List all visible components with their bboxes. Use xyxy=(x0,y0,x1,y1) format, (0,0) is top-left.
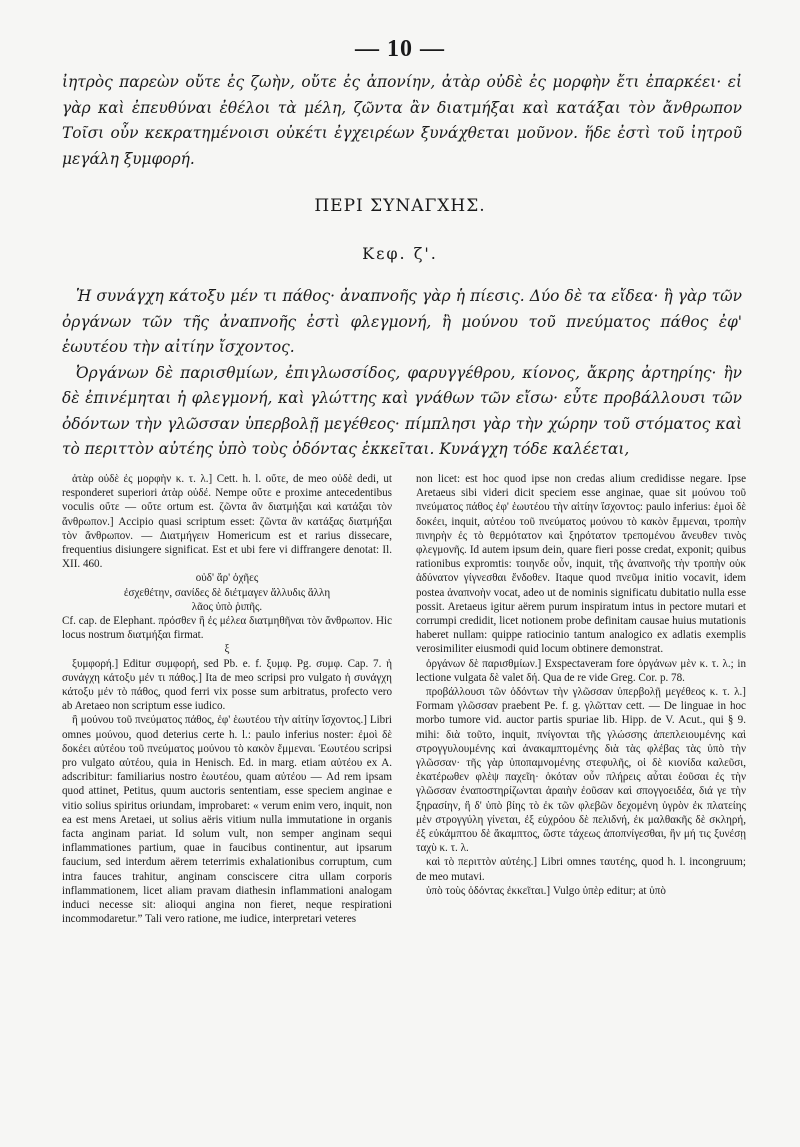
main-body xyxy=(62,284,742,463)
footnote-paragraph: ὑπὸ τοὺς ὀδόντας ἐκκεῖται.] Vulgo ὑπὲρ editur; at ὑπὸ xyxy=(426,884,666,897)
chapter-title: Κεφ. ζ'. xyxy=(362,244,438,263)
footnote-paragraph: προβάλλουσι τῶν ὀδόντων τὴν γλῶσσαν ὑπερβολῇ μεγέθεος κ. τ. λ.] Formam γλῶσσαν praebent Pe. f. g. γλῶτταν cett. — De linguae in hoc morbo tumore vid. auctor partis spuriae lib. Hipp. de V. Acut., qui § 9. mihi: διὰ τοῦτο, inquit, πνίγονται τῆς γλώσσης ἀπεπλειουμένης καὶ στρογγυλουμένης καὶ ἀνακαμπτομένης διὰ τὰς φλέβας τὰς ὑπὸ τὴν γλῶσσαν· τῆς γὰρ ὑποπαμνομένης στεφυλῆς, οἱ δὲ κιονίδα καλεῦσι, ἑκατέρωθεν φλὲψ παχεῖη· ὁκόταν οὖν πλήρεις αὗται ἐοῦσαι ἐς τὴν γλῶσσαν ἐναποστηρίζωνται ἀραιὴν ἐοῦσαν καὶ σπογγοειδέα, διά γε τὴν ξηρασίην, ἢ δ' ὑπὸ βίης τὸ ἐκ τῶν φλεβῶν δεχομένη ὑγρὸν ἐκ πλατείης μὲν στρογγύλη γίνεται, ἐξ εὐχρόου δὲ πελιδνή, ἐκ μαλθακῆς δὲ σκληρή, ἐξ εὐκάμπτου δὲ ἄκαμπτος, ὥστε τάχεως ἀποπνίγεσθαι, ἢν μή τις ξυνέσῃ ταχὺ κ. τ. λ. xyxy=(416,686,746,855)
footnote-verse-line: ἐσχεθέτην, σανίδες δὲ διέτμαγεν ἄλλυδις ἄλλη xyxy=(123,586,331,599)
footnotes-left-column xyxy=(62,472,392,1122)
intro-paragraph: ἰητρὸς παρεὼν οὔτε ἐς ζωὴν, οὔτε ἐς ἀπονίην, ἀτὰρ οὐδὲ ἐς μορφὴν ἔτι ἐπαρκέει· εἰ γὰρ καὶ ἐπευθύναι ἐθέλοι τὰ μέλη, ζῶντα ἂν διατμήξαι καὶ κατάξαι τὸν ἄνθρωπον Τοῖσι οὖν κεκρατημένοισι οὐκέτι ἐγχειρέων ξυνάχθεται μοῦνον. ἥδε ἐστὶ τοῦ ἰητροῦ μεγάλη ξυμφορή. xyxy=(62,73,742,168)
footnote-paragraph: ξυμφορή.] Editur συμφορή, sed Pb. e. f. ξυμφ. Pg. συμφ. Cap. 7. ἡ συνάγχη κάτοξυ μέν τι πάθος.] Ita de meo scripsi pro vulgato ἡ συνάγχη κάτοξυ μέν τὸ πάθος, quod ferri vix posse sum arbitratus, profecto vero ab Aretaeo non scriptum esse iudico. xyxy=(62,657,392,713)
footnote-paragraph: ἢ μούνου τοῦ πνεύματος πάθος, ἐφ' ἑωυτέου τὴν αἰτίην ἴσχοντος.] Libri omnes μούνου, quod deterius certe h. l.: paulo inferius noster: ἐμοὶ δὲ δοκέει αὐτέου τοῦ πνεύματος μούνου τὸ κακὸν ἔμμεναι. Ἑωυτέου scripsi pro vulgato αὐτέου, quia in Henisch. Ed. in marg. etiam αὐτέου ex A. adscribitur: familiarius nostro ἑωυτέου, quam αὐτέου — Ad rem ipsam quod attinet, Petitus, quum auctoris sententiam, esse speciem anginae e vitio solius spiritus oriundam, improbaret: « verum enim vero, inquit, non ea est mens Aretaei, ut solius aëris vitium nulla immutatione in organis facta anginam pariat. Id solum vult, non semper anginam sequi inflammationes partium, quae in faucibus continentur, aut ipsarum faucium, sed interdum aërem teterrimis exhalationibus corruptum, cum intra fauces trahitur, anginam consciscere citra ullam corporis inflammationem, licet aliam pravam diathesin inflammationi analogam induci necesse sit: alioqui angina non fieret, neque respirationi incommodaretur.” Tali vero ratione, me iudice, interpretari veteres xyxy=(62,714,392,926)
footnote-paragraph: Cf. cap. de Elephant. πρόσθεν ἢ ἐς μέλεα διατμηθῆναι τὸν ἄνθρωπον. Hic locus nostrum διατμήξαι firmat. xyxy=(62,615,392,642)
body-paragraph: Ὀργάνων δὲ παρισθμίων, ἐπιγλωσσίδος, φαρυγγέθρου, κίονος, ἄκρης ἀρτηρίης· ἢν δὲ ἐπινέμηται ἡ φλεγμονή, καὶ γλώττης καὶ γνάθων τῶν εἴσω· εὖτε προβάλλουσι τῶν ὀδόντων τὴν γλῶσσαν ὑπερβολῇ μεγέθεος· πίμπλησι γὰρ τὴν χώρην τοῦ στόματος καὶ τὸ περιττὸν αὐτέης ὑπὸ τοὺς ὀδόντας ἐκκεῖται. Κυνάγχη τόδε καλέεται, xyxy=(62,363,742,458)
footnote-paragraph: ἀτὰρ οὐδὲ ἐς μορφὴν κ. τ. λ.] Cett. h. l. οὔτε, de meo οὐδὲ dedi, ut responderet superiori ἀτὰρ οὐδέ. Nempe οὔτε e proxime antecedentibus voculis οὔτε — οὔτε ortum est. ζῶντα ἂν διατμήξαι καὶ κατάξαι τὸν ἄνθρωπον.] Accipio quasi scriptum esset: ζῶντα ἂν κατάξας διατμήξαι τὸν ἄνθρωπον. — Διατμήγειν Homericum est et rarius dissecare, frequentius disiungere significat. Est et ubi fere vi diffrangere denotat: Il. XII. 460. xyxy=(62,473,392,571)
footnote-verse-line: οὐδ' ἄρ' ὀχῆες xyxy=(195,572,259,585)
footnotes xyxy=(62,472,746,1122)
footnote-verse-line: λᾶος ὑπὸ ῥιπῆς. xyxy=(191,600,263,613)
footnote-paragraph: καὶ τὸ περιττὸν αὐτέης.] Libri omnes ταυτέης, quod h. l. incongruum; de meo mutavi. xyxy=(416,856,746,883)
section-title: ΠΕΡΙ ΣΥΝΑΓΧΗΣ. xyxy=(314,196,486,216)
footnote-marker: ξ xyxy=(224,643,230,656)
intro-paragraph-block xyxy=(62,70,742,172)
footnote-paragraph: ὀργάνων δὲ παρισθμίων.] Exspectaveram fore ὀργάνων μὲν κ. τ. λ.; in lectione vulgata δὲ valet δή. Qua de re vide Greg. Cor. p. 78. xyxy=(416,657,746,684)
footnote-paragraph: non licet: est hoc quod ipse non credas alium credidisse negare. Ipse Aretaeus sibi videri dicit speciem esse anginae, quae sit μούνου τοῦ πνεύματος πάθος ἐφ' ἑωυτέου τὴν αἰτίην ἴσχοντος: paulo inferius: ἐμοὶ δὲ δοκέει, inquit, αὐτέου τοῦ πνεύματος μούνου τὸ κακὸν ἔμμεναι, τροπὴν πινηρὴν ἐς τὸ θερμότατον καὶ ξηρότατον τρεπομένου ἄνευθεν τινὸς φλεγμονῆς. Id autem ipsum dein, quare fieri posse credat, exponit; quibus rationibus expromtis: τοιηνδε οὖν, inquit, τῆς ἀναπνοῆς τὴν τροπὴν οὐκ ἀδύνατον γίγνεσθαι ἔνδοθεν. Itaque quod πνεῦμα initio vocavit, idem postea ἀναπνοὴν vocat, adeo ut de nominis significatu dubitatio nulla esse possit. Aretaeus igitur aërem purum inspiratum intus in pectore mutari et corrumpi credidit, licet notionem probe definitam causae huius mutationis haberet nullam: quippe ratiocinio tantum analogico ex adlatis exemplis verosimiliter eiusmodi quid locum obtinere demonstrat. xyxy=(416,473,746,656)
page-number: — 10 — xyxy=(355,36,445,62)
footnotes-right-column xyxy=(416,472,746,1122)
body-paragraph: Ἡ συνάγχη κάτοξυ μέν τι πάθος· ἀναπνοῆς γὰρ ἡ πίεσις. Δύο δὲ τα εἴδεα· ἢ γὰρ τῶν ὀργάνων τῶν τῆς ἀναπνοῆς ἐστὶ φλεγμονή, ἢ μούνου τοῦ πνεύματος πάθος ἐφ' ἑωυτέου τὴν αἰτίην ἴσχοντος. xyxy=(62,287,742,356)
